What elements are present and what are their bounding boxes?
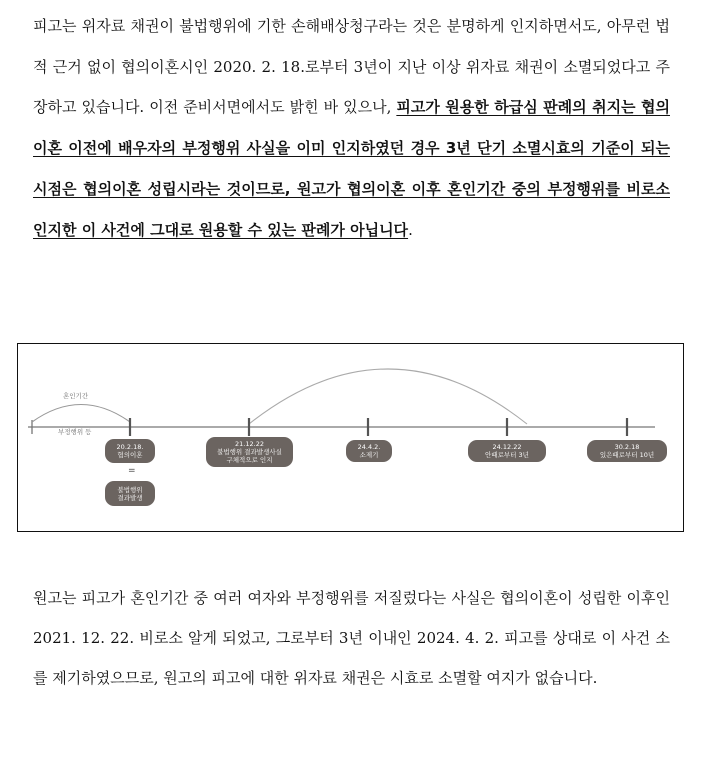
event-three-year-badge: 24.12.22 안때로부터 3년 — [468, 440, 546, 462]
paragraph-argument-text: 피고는 위자료 채권이 불법행위에 기한 손해배상청구라는 것은 분명하게 인지하면서도, 아무런 법적 근거 없이 협의이혼시인 2020. 2. 18.로부터 3년이 지난 이상 위자료 채권이 소멸되었다고 주장하고 있습니다. 이전 준비서면에서도 밝힌 바 있으나, — [33, 17, 670, 117]
equals-sign: = — [128, 466, 136, 476]
event-divorce-badge: 20.2.18. 협의이혼 — [105, 439, 155, 463]
timeline-diagram — [17, 343, 684, 532]
infidelity-label: 부정행위 등 — [58, 428, 92, 436]
marriage-period-label: 혼인기간 — [63, 392, 89, 400]
paragraph-argument-end: . — [408, 220, 413, 239]
paragraph-argument — [33, 6, 670, 250]
emphasized-argument: 피고가 원용한 하급심 판례의 취지는 협의이혼 이전에 배우자의 부정행위 사실을 이미 인지하였던 경우 3년 단기 소멸시효의 기준이 되는 시점은 협의이혼 성립시라는 것이므로, 원고가 협의이혼 이후 혼인기간 중의 부정행위를 비로소 인지한 이 사건에 그대로 원용할 수 있는 판례가 아닙니다 — [33, 98, 670, 239]
marriage-period-arc — [32, 405, 130, 423]
limitation-period-arc — [249, 369, 527, 424]
paragraph-conclusion: 원고는 피고가 혼인기간 중 여러 여자와 부정행위를 저질렀다는 사실은 협의이혼이 성립한 이후인 2021. 12. 22. 비로소 알게 되었고, 그로부터 3년 이내인 2024. 4. 2. 피고를 상대로 이 사건 소를 제기하였으므로, 원고의 피고에 대한 위자료 채권은 시효로 소멸할 여지가 없습니다. — [33, 589, 670, 688]
event-filing-badge: 24.4.2. 소제기 — [346, 440, 392, 462]
event-result-badge: 불법행위 결과발생 — [105, 481, 155, 506]
event-ten-year-badge: 30.2.18 있은때로부터 10년 — [587, 440, 667, 462]
event-awareness-badge: 21.12.22 불법행위 결과발생사실 구체적으로 인지 — [206, 437, 293, 467]
